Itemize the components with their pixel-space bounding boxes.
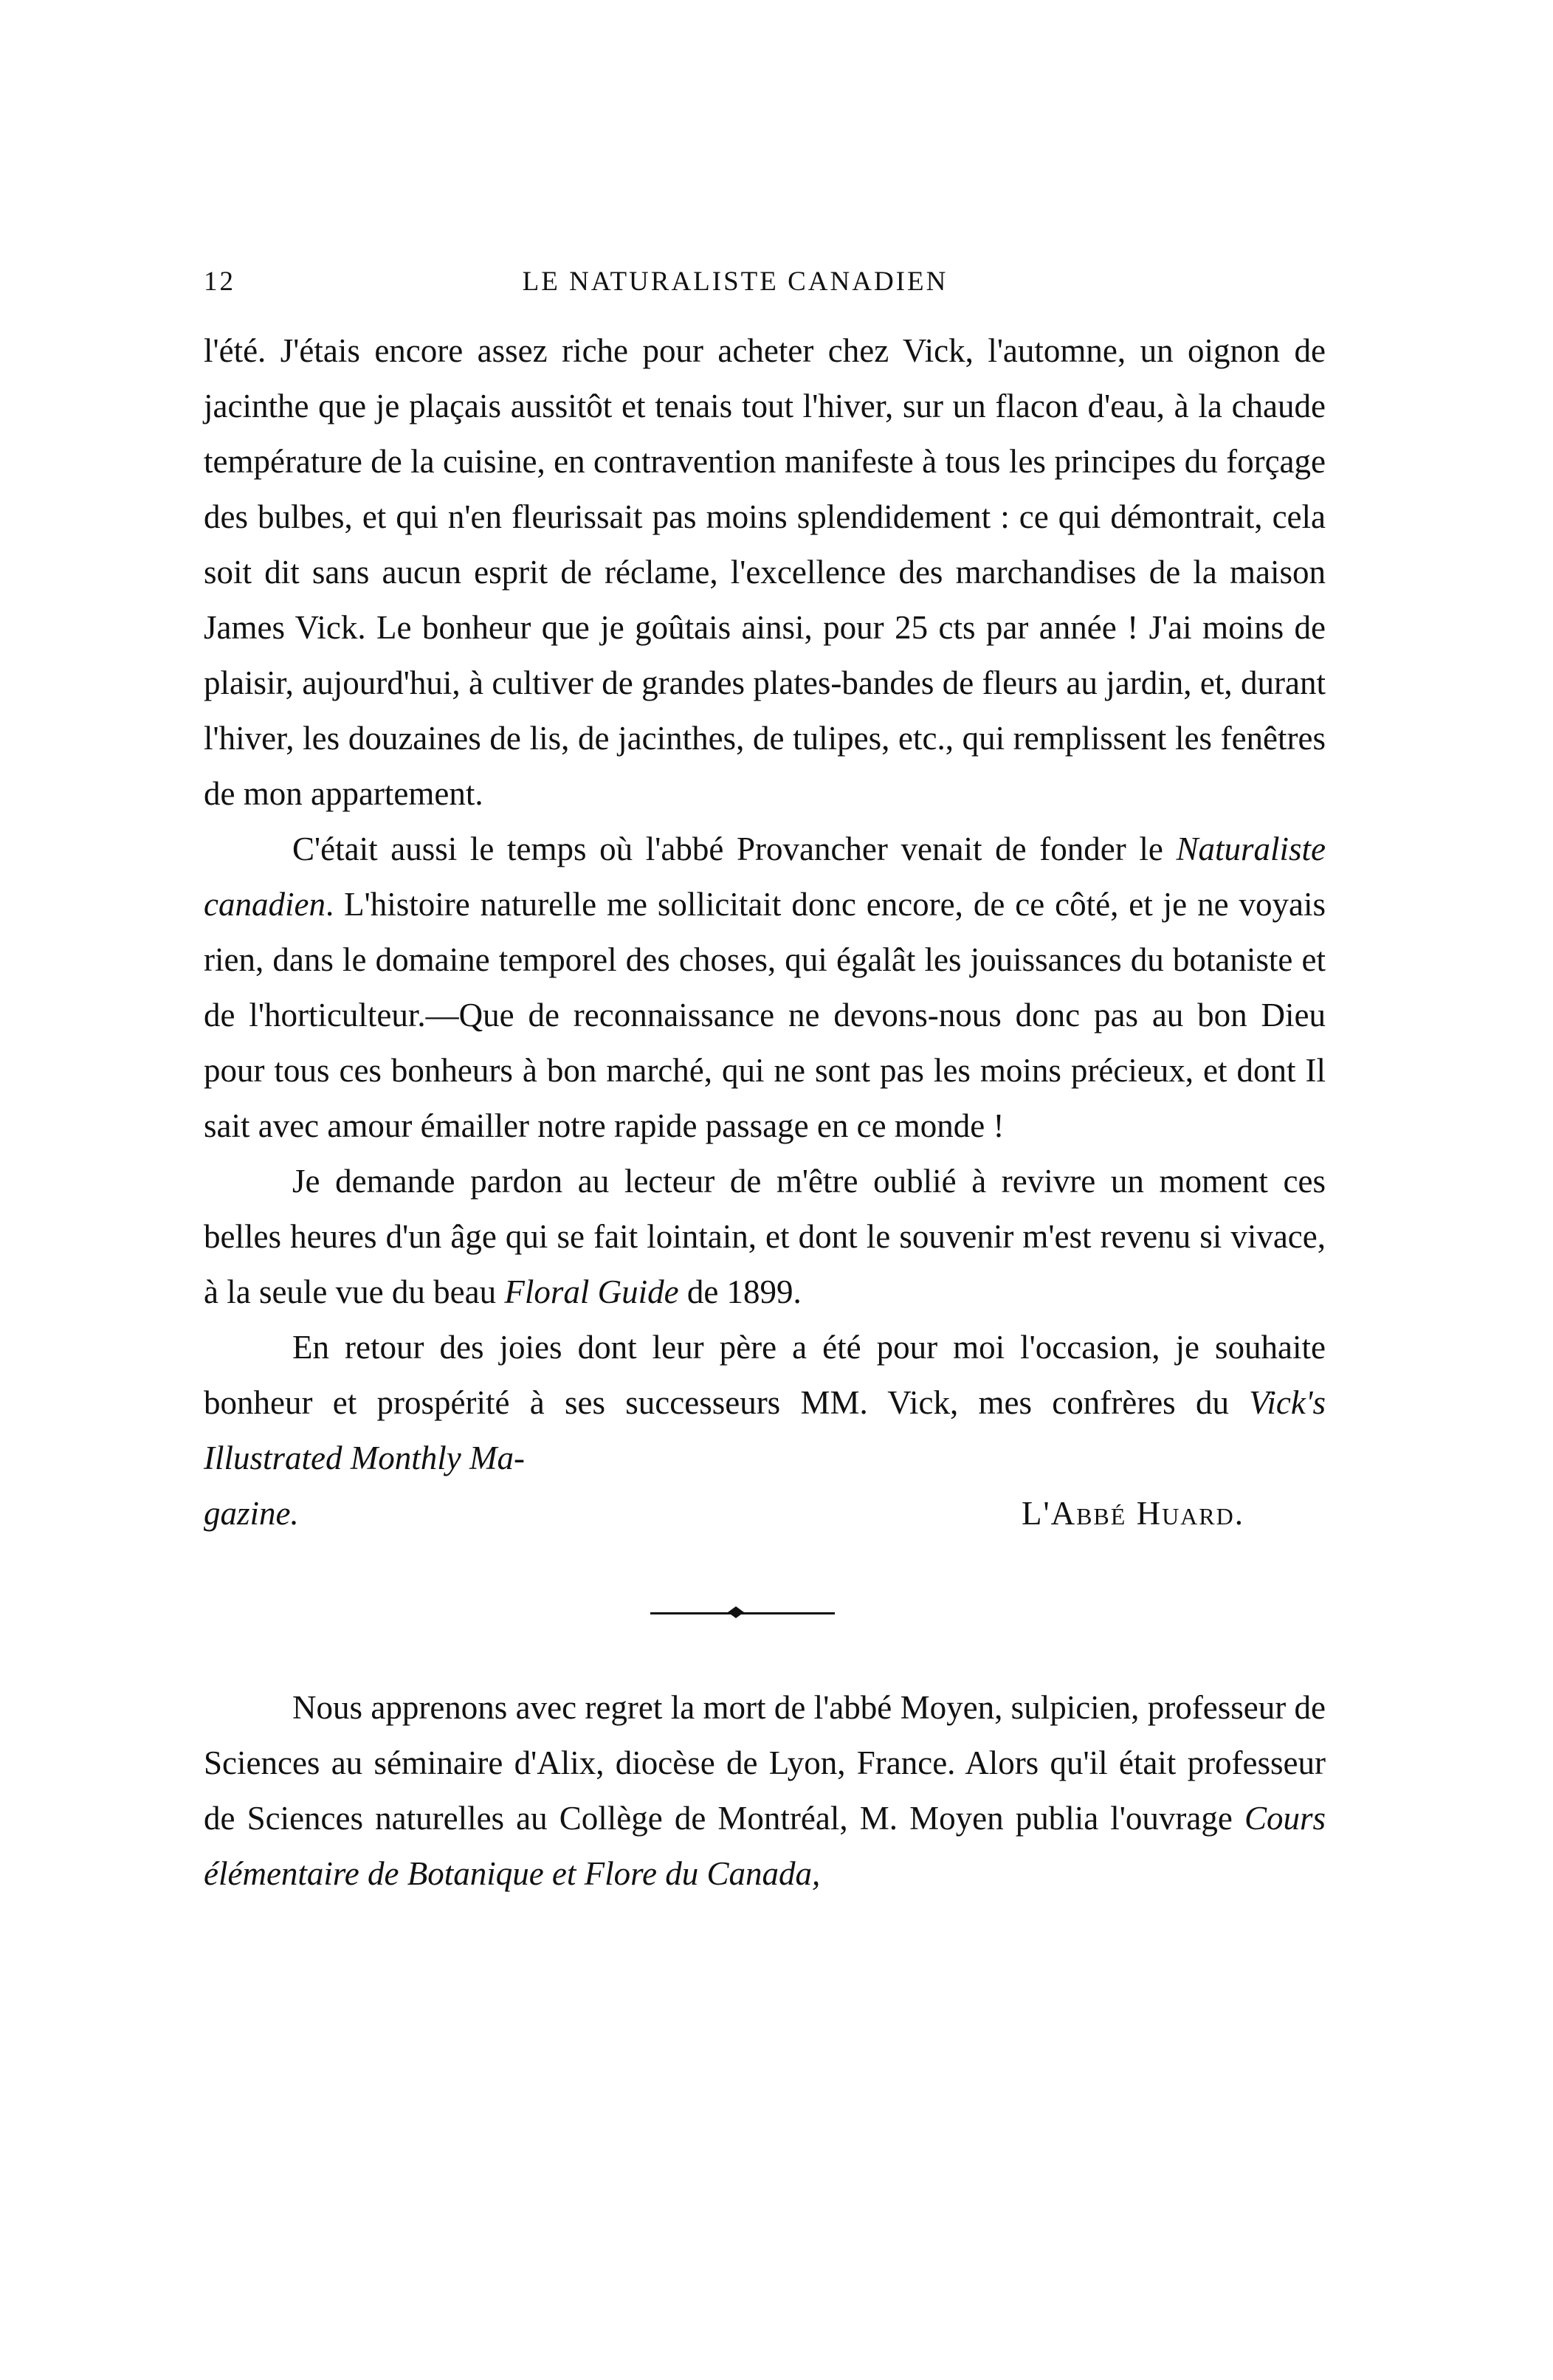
paragraph-obituary-text: Nous apprenons avec regret la mort de l'abbé Moyen, sulpicien, professeur de Sciences au séminaire d'Alix, diocèse de Lyon, France. Alors qu'il était professeur de Sciences naturelles au Collège de Montréal, M. Moyen publia l'ouvrage: [204, 1689, 1326, 1837]
title-vicks-magazine: Vick's Illustrated Monthly Ma-: [204, 1384, 1326, 1476]
paragraph-2-text-a: C'était aussi le temps où l'abbé Provancher venait de fonder le: [292, 830, 1177, 867]
divider-ornament-icon: [728, 1606, 744, 1618]
running-head: [204, 266, 1326, 304]
paragraph-3-text-a: Je demande pardon au lecteur de m'être oublié à revivre un moment ces belles heures d'un âge qui se fait lointain, et dont le souvenir m'est revenu si vivace, à la seule vue du beau: [204, 1163, 1326, 1310]
magazine-title-end: gazine.: [204, 1495, 299, 1532]
paragraph-2: [204, 822, 1326, 1154]
paragraph-2-text-b: . L'histoire naturelle me sollicitait donc encore, de ce côté, et je ne voyais rien, dans le domaine temporel des choses, qui égalât les jouissances du botaniste et de l'horticulteur.—Que de reconnaissance ne devons-nous donc pas au bon Dieu pour tous ces bonheurs à bon marché, qui ne sont pas les moins précieux, et dont Il sait avec amour émailler notre rapide passage en ce monde !: [204, 886, 1326, 1144]
paragraph-4: [204, 1320, 1326, 1486]
page-number: 12: [204, 266, 235, 297]
author-signature: L'Abbé Huard.: [1022, 1495, 1244, 1532]
paragraph-4-text-a: En retour des joies dont leur père a été pour moi l'occasion, je souhaite bonheur et prospérité à ses successeurs MM. Vick, mes confrères du: [204, 1329, 1326, 1421]
title-cours-elementaire: Cours élémentaire de Botanique et Flore du Canada,: [204, 1800, 1326, 1892]
signoff-line: [204, 1486, 1326, 1541]
paragraph-3: [204, 1154, 1326, 1320]
paragraph-3-text-b: de 1899.: [678, 1273, 802, 1310]
journal-title-naturaliste: Naturaliste canadien: [204, 830, 1326, 923]
book-page: [204, 266, 1326, 1902]
title-floral-guide: Floral Guide: [504, 1273, 679, 1310]
running-title: LE NATURALISTE CANADIEN: [522, 266, 948, 297]
paragraph-1-text: l'été. J'étais encore assez riche pour acheter chez Vick, l'automne, un oignon de jacinthe que je plaçais aussitôt et tenais tout l'hiver, sur un flacon d'eau, à la chaude température de la cuisine, en contravention manifeste à tous les principes du forçage des bulbes, et qui n'en fleurissait pas moins splendidement : ce qui démontrait, cela soit dit sans aucun esprit de réclame, l'excellence des marchandises de la maison James Vick. Le bonheur que je goûtais ainsi, pour 25 cts par année ! J'ai moins de plaisir, aujourd'hui, à cultiver de grandes plates-bandes de fleurs au jardin, et, durant l'hiver, les douzaines de lis, de jacinthes, de tulipes, etc., qui remplissent les fenêtres de mon appartement.: [204, 332, 1326, 812]
section-divider: [650, 1609, 835, 1617]
paragraph-obituary: [204, 1680, 1326, 1902]
paragraph-1: [204, 323, 1326, 822]
